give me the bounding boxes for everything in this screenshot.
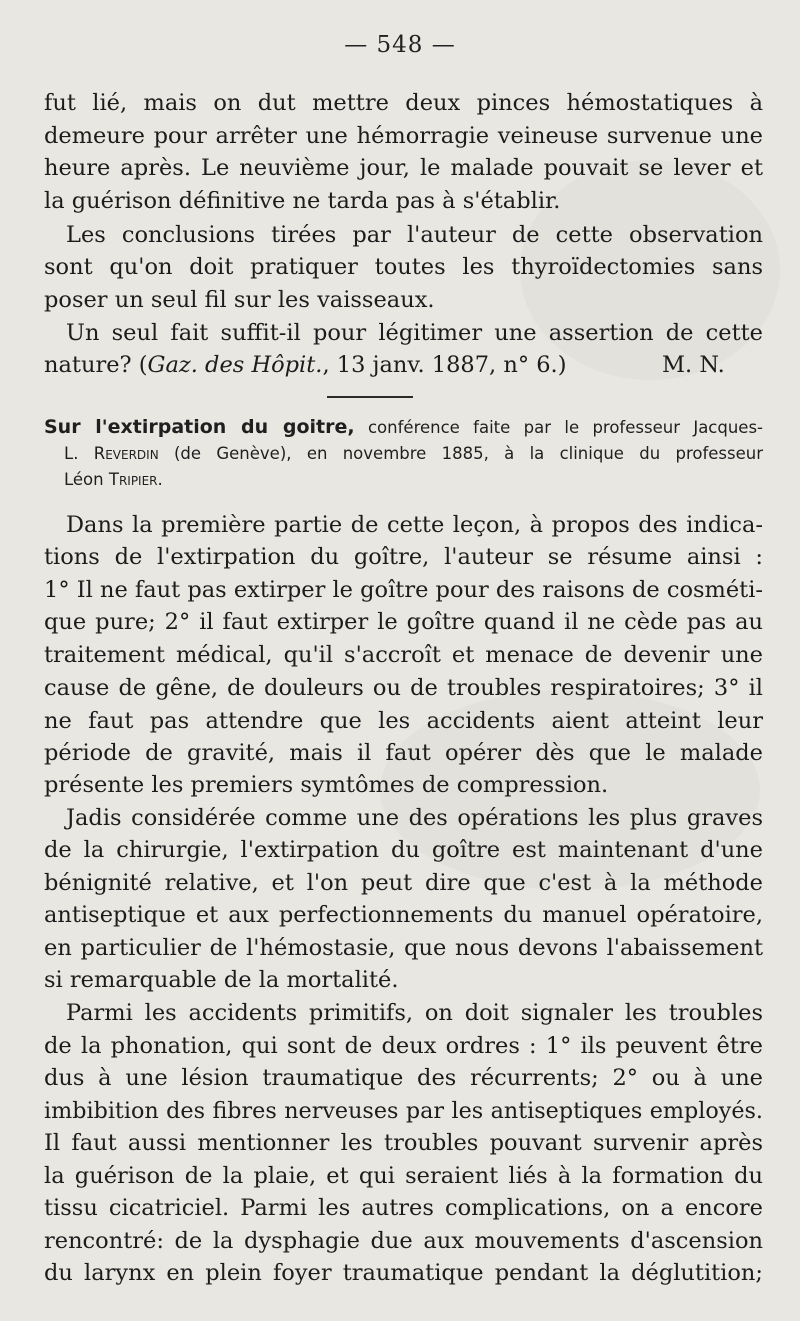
- text-line: imbibition des fibres nerveuses par les antiseptiques employés.: [44, 1098, 763, 1124]
- text-line: poser un seul fil sur les vaisseaux.: [44, 287, 435, 313]
- text-line: présente les premiers symtômes de compression.: [44, 772, 609, 798]
- text-line: cause de gêne, de douleurs ou de troubles respiratoires; 3° il: [44, 675, 763, 701]
- text-line: tions de l'extirpation du goître, l'auteur se résume ainsi :: [44, 544, 763, 570]
- text-line: la guérison définitive ne tarda pas à s'établir.: [44, 188, 561, 214]
- text-line: traitement médical, qu'il s'accroît et menace de devenir une: [44, 642, 763, 668]
- text-line: heure après. Le neuvième jour, le malade pouvait se lever et: [44, 155, 763, 181]
- heading-text: (de Genève), en novembre 1885, à la clinique du professeur: [174, 444, 764, 463]
- text-line: Il faut aussi mentionner les troubles pouvant survenir après: [44, 1130, 763, 1156]
- article-heading-line: [64, 468, 763, 492]
- text-line: si remarquable de la mortalité.: [44, 967, 399, 993]
- text-line: Jadis considérée comme une des opérations les plus graves: [66, 805, 763, 831]
- text-line: 1° Il ne faut pas extirper le goître pour des raisons de cosméti-: [44, 577, 764, 603]
- heading-text: conférence faite par le professeur Jacques-: [367, 418, 764, 437]
- text-line: antiseptique et aux perfectionnements du manuel opératoire,: [44, 902, 763, 928]
- text-line: période de gravité, mais il faut opérer dès que le malade: [44, 740, 763, 766]
- author-surname: Reverdin: [93, 444, 159, 463]
- journal-title: Gaz. des Hôpit.: [147, 352, 323, 378]
- section-divider: [327, 396, 413, 398]
- text-line: demeure pour arrêter une hémorragie veineuse survenue une: [44, 123, 763, 149]
- text-line: la guérison de la plaie, et qui seraient liés à la formation du: [44, 1163, 763, 1189]
- text-line: rencontré: de la dysphagie due aux mouvements d'ascension: [44, 1228, 763, 1254]
- text-line: fut lié, mais on dut mettre deux pinces hémostatiques à: [44, 90, 763, 116]
- text-line: Un seul fait suffit-il pour légitimer une assertion de cette: [66, 320, 763, 346]
- text-line: du larynx en plein foyer traumatique pendant la déglutition;: [44, 1260, 763, 1286]
- text-line: sont qu'on doit pratiquer toutes les thyroïdectomies sans: [44, 254, 763, 280]
- text-line: Les conclusions tirées par l'auteur de cette observation: [66, 222, 763, 248]
- author-signature: M. N.: [662, 352, 725, 378]
- article-heading-line: [64, 442, 763, 466]
- text-line: Parmi les accidents primitifs, on doit signaler les troubles: [66, 1000, 763, 1026]
- article-title: Sur l'extirpation du goitre,: [44, 416, 355, 438]
- article-heading-line: [44, 415, 763, 440]
- text-line: de la phonation, qui sont de deux ordres : 1° ils peuvent être: [44, 1033, 763, 1059]
- text-line: tissu cicatriciel. Parmi les autres complications, on a encore: [44, 1195, 763, 1221]
- text-line: que pure; 2° il faut extirper le goître quand il ne cède pas au: [44, 609, 763, 635]
- citation-prefix: nature? (: [44, 352, 148, 378]
- author-initial: L.: [64, 444, 79, 463]
- text-line: de la chirurgie, l'extirpation du goître est maintenant d'une: [44, 837, 763, 863]
- page-number: — 548 —: [344, 32, 456, 58]
- text-line: bénignité relative, et l'on peut dire que c'est à la méthode: [44, 870, 763, 896]
- text-line: ne faut pas attendre que les accidents aient atteint leur: [44, 708, 763, 734]
- professor-surname: Tripier.: [108, 470, 163, 489]
- text-line: dus à une lésion traumatique des récurrents; 2° ou à une: [44, 1065, 763, 1091]
- citation-line: [44, 350, 763, 380]
- text-line: Dans la première partie de cette leçon, à propos des indica-: [66, 512, 763, 538]
- citation-suffix: , 13 janv. 1887, n° 6.): [322, 352, 567, 378]
- professor-firstname: Léon: [64, 470, 104, 489]
- text-line: en particulier de l'hémostasie, que nous devons l'abaissement: [44, 935, 763, 961]
